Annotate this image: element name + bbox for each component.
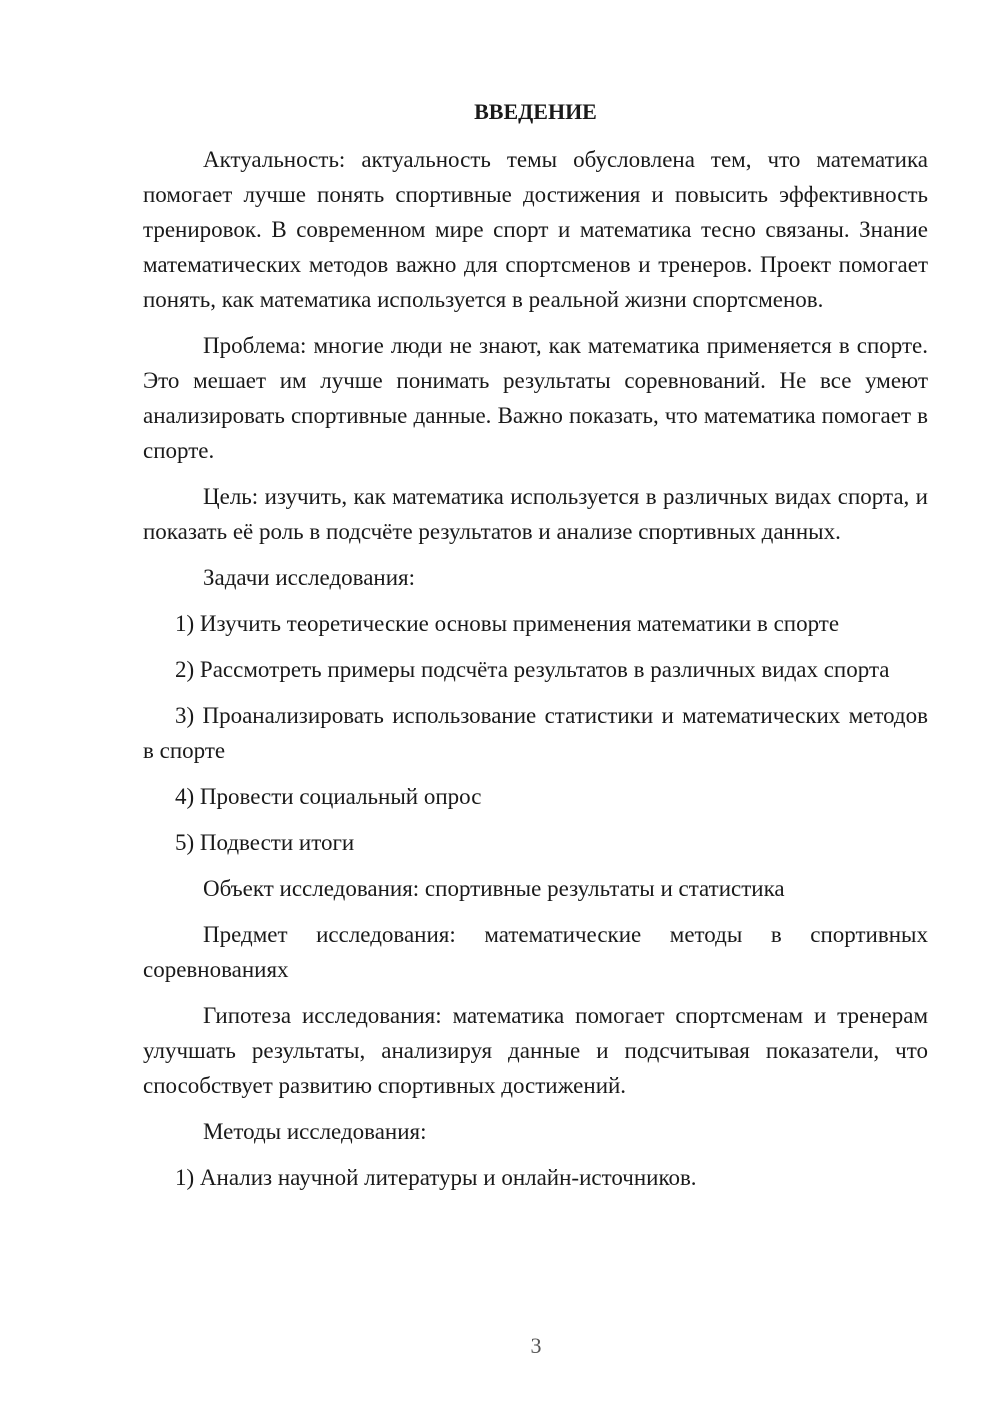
task-item: 2) Рассмотреть примеры подсчёта результатов в различных видах спорта [175, 657, 890, 682]
object-paragraph: Объект исследования: спортивные результаты и статистика [203, 876, 785, 901]
methods-heading: Методы исследования: [203, 1119, 427, 1144]
method-item: 1) Анализ научной литературы и онлайн-источников. [175, 1165, 697, 1190]
page-content [143, 94, 928, 1206]
task-item: 4) Провести социальный опрос [175, 784, 482, 809]
subject-paragraph: Предмет исследования: математические методы в спортивных соревнованиях [143, 922, 928, 982]
page-number: 3 [530, 1333, 542, 1358]
page-title: ВВЕДЕНИЕ [474, 99, 597, 124]
relevance-paragraph: Актуальность: актуальность темы обусловлена тем, что математика помогает лучше понять спортивные достижения и повысить эффективность тренировок. В современном мире спорт и математика тесно связаны. Знание математических методов важно для спортсменов и тренеров. Проект помогает понять, как математика используется в реальной жизни спортсменов. [143, 147, 928, 312]
hypothesis-paragraph: Гипотеза исследования: математика помогает спортсменам и тренерам улучшать результаты, анализируя данные и подсчитывая показатели, что способствует развитию спортивных достижений. [143, 1003, 928, 1098]
task-item: 1) Изучить теоретические основы применения математики в спорте [175, 611, 840, 636]
task-item: 3) Проанализировать использование статистики и математических методов в спорте [143, 703, 928, 763]
task-item: 5) Подвести итоги [175, 830, 355, 855]
problem-paragraph: Проблема: многие люди не знают, как математика применяется в спорте. Это мешает им лучше понимать результаты соревнований. Не все умеют анализировать спортивные данные. Важно показать, что математика помогает в спорте. [143, 333, 928, 463]
goal-paragraph: Цель: изучить, как математика используется в различных видах спорта, и показать её роль в подсчёте результатов и анализе спортивных данных. [143, 484, 928, 544]
tasks-heading: Задачи исследования: [203, 565, 416, 590]
